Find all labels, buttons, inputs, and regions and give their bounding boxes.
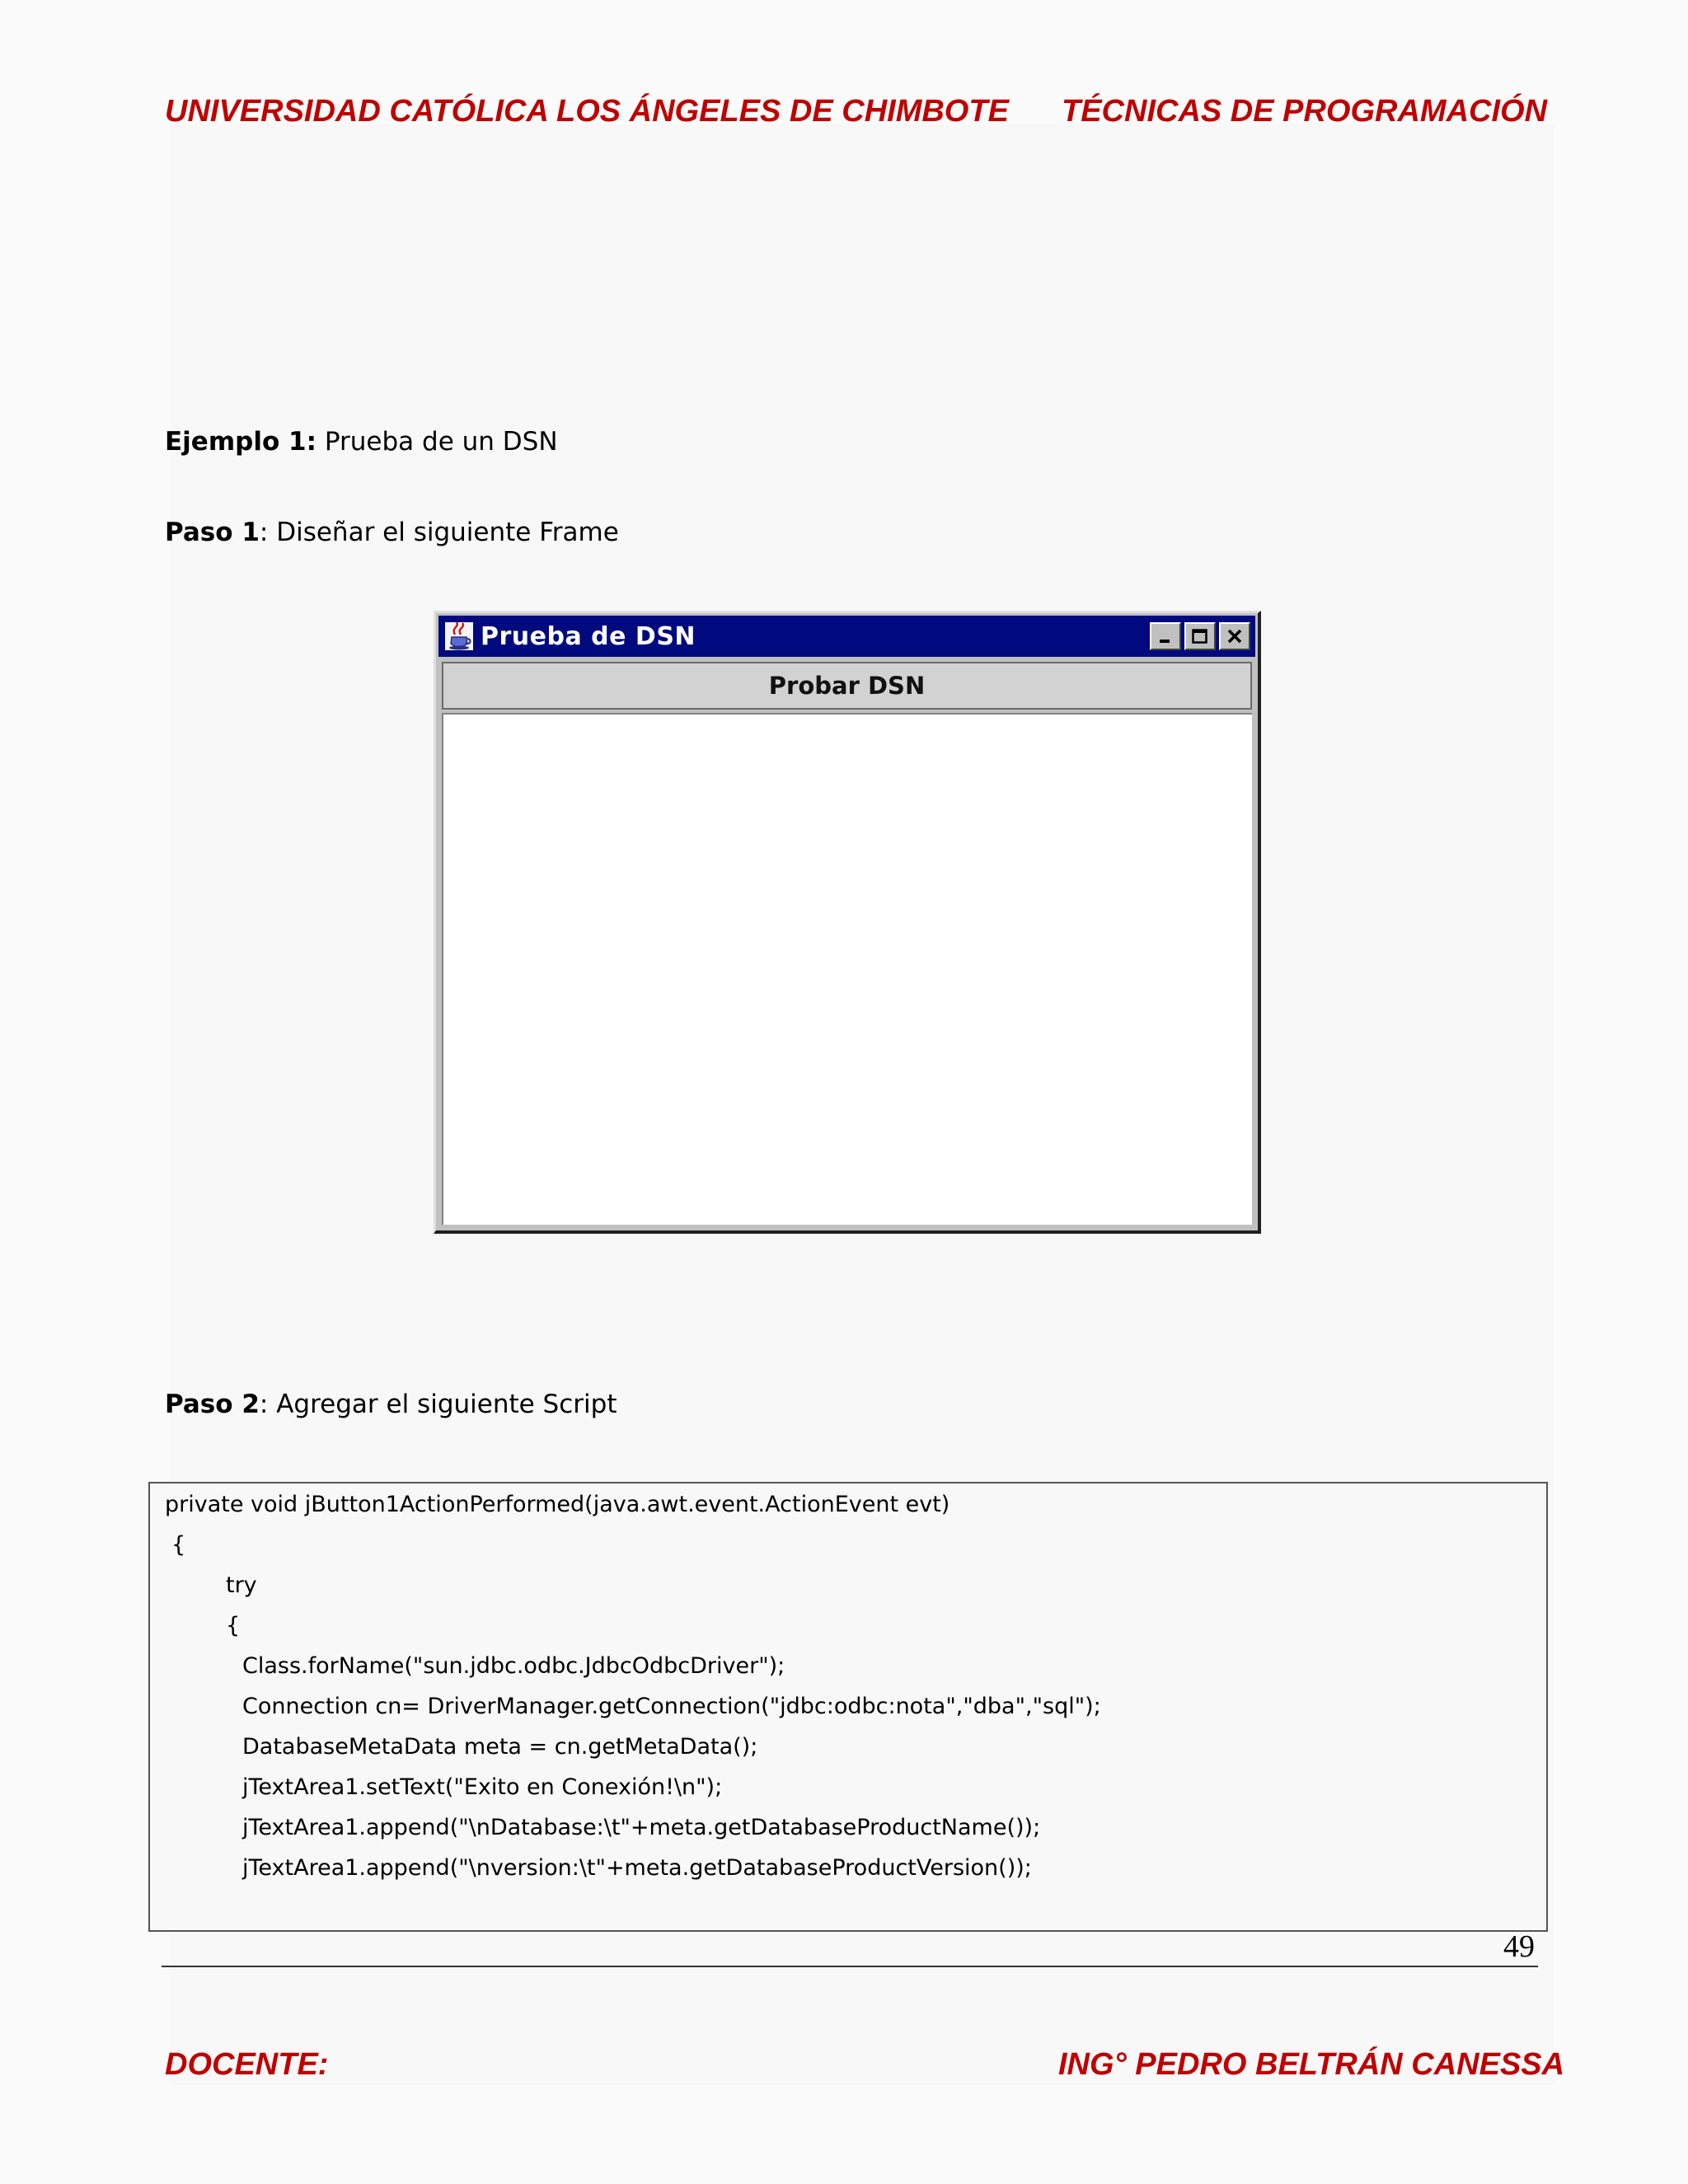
- footer-docente-label: DOCENTE:: [165, 2047, 329, 2082]
- footer-divider: [162, 1966, 1538, 1967]
- minimize-button[interactable]: [1150, 622, 1181, 650]
- step1-label: Paso 1: [165, 518, 260, 547]
- header-course: TÉCNICAS DE PROGRAMACIÓN: [1062, 94, 1548, 129]
- step2-heading: [165, 1390, 617, 1419]
- header-university: UNIVERSIDAD CATÓLICA LOS ÁNGELES DE CHIMBOTE: [165, 94, 1009, 129]
- code-line: Class.forName("sun.jdbc.odbc.JdbcOdbcDriver");: [242, 1653, 785, 1679]
- footer-teacher-name: ING° PEDRO BELTRÁN CANESSA: [1058, 2047, 1565, 2082]
- code-line: {: [226, 1613, 241, 1638]
- code-line: jTextArea1.append("\nversion:\t"+meta.getDatabaseProductVersion());: [242, 1855, 1032, 1881]
- code-line: private void jButton1ActionPerformed(java.awt.event.ActionEvent evt): [165, 1492, 950, 1517]
- code-block: [148, 1482, 1548, 1932]
- code-line: jTextArea1.setText("Exito en Conexión!\n");: [242, 1774, 723, 1800]
- close-icon: [1226, 628, 1244, 644]
- step2-label: Paso 2: [165, 1390, 260, 1419]
- window-controls: [1150, 622, 1250, 650]
- maximize-button[interactable]: [1184, 622, 1216, 650]
- probar-dsn-button[interactable]: Probar DSN: [442, 662, 1252, 710]
- page-number: 49: [1503, 1929, 1535, 1964]
- example-text: Prueba de un DSN: [316, 427, 558, 457]
- example-heading: [165, 427, 558, 457]
- step1-heading: [165, 518, 619, 547]
- window-title: Prueba de DSN: [481, 621, 696, 651]
- result-text-area[interactable]: [442, 713, 1252, 1225]
- code-line: Connection cn= DriverManager.getConnection("jdbc:odbc:nota","dba","sql");: [242, 1694, 1101, 1719]
- java-cup-icon: [443, 620, 476, 653]
- java-frame-window: [434, 611, 1261, 1234]
- code-line: {: [171, 1532, 186, 1558]
- step1-text: : Diseñar el siguiente Frame: [259, 518, 619, 547]
- minimize-icon: [1156, 628, 1175, 644]
- code-line: try: [226, 1572, 257, 1598]
- example-label: Ejemplo 1:: [165, 427, 317, 457]
- code-line: DatabaseMetaData meta = cn.getMetaData();: [242, 1734, 758, 1760]
- step2-text: : Agregar el siguiente Script: [259, 1390, 617, 1419]
- close-button[interactable]: [1219, 622, 1250, 650]
- code-line: jTextArea1.append("\nDatabase:\t"+meta.getDatabaseProductName());: [242, 1815, 1041, 1840]
- title-bar[interactable]: [438, 616, 1255, 657]
- maximize-icon: [1191, 628, 1209, 644]
